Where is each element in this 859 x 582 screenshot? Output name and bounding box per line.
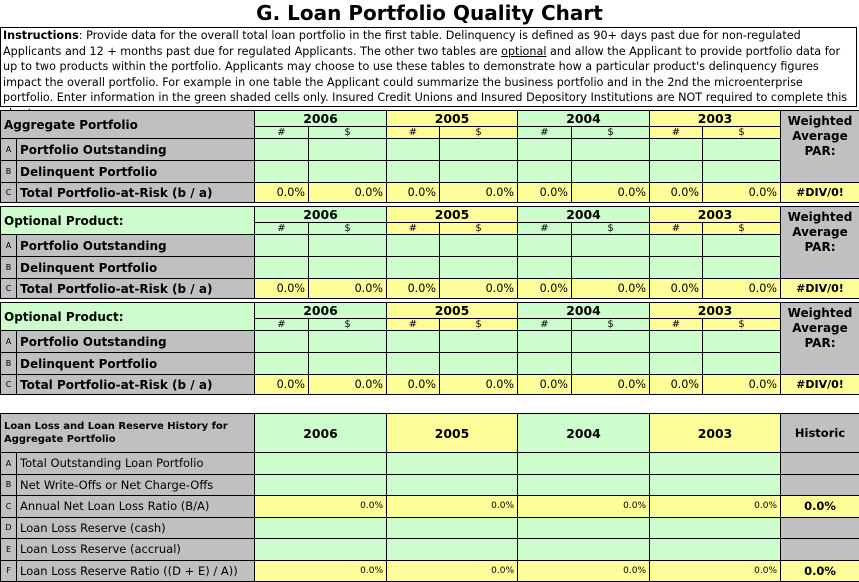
input-cell[interactable] (518, 257, 572, 279)
weighted-average-par-label: Weighted Average PAR: (781, 207, 859, 279)
historic-cell (781, 474, 859, 496)
row-letter: A (1, 235, 17, 257)
row-label: Portfolio Outstanding (17, 331, 255, 353)
input-cell[interactable] (309, 257, 387, 279)
input-cell[interactable] (650, 331, 703, 353)
year-header: 2006 (255, 111, 387, 127)
table-heading: Optional Product: (1, 207, 255, 235)
par-value: 0.0% (440, 183, 518, 203)
count-symbol: # (650, 319, 703, 331)
year-header: 2006 (255, 207, 387, 223)
input-cell[interactable] (387, 257, 440, 279)
input-cell[interactable] (650, 539, 781, 561)
input-cell[interactable] (387, 139, 440, 161)
input-cell[interactable] (650, 235, 703, 257)
year-header: 2003 (650, 207, 781, 223)
row-label: Total Portfolio-at-Risk (b / a) (17, 279, 255, 299)
historic-cell (781, 453, 859, 475)
input-cell[interactable] (703, 257, 781, 279)
input-cell[interactable] (387, 235, 440, 257)
input-cell[interactable] (309, 353, 387, 375)
input-cell[interactable] (440, 331, 518, 353)
historic-value: 0.0% (781, 496, 859, 518)
ratio-value: 0.0% (387, 560, 518, 582)
row-label: Total Portfolio-at-Risk (b / a) (17, 375, 255, 395)
input-cell[interactable] (387, 331, 440, 353)
input-cell[interactable] (650, 161, 703, 183)
amount-symbol: $ (703, 319, 781, 331)
historic-cell (781, 539, 859, 561)
par-value: 0.0% (387, 183, 440, 203)
historic-cell (781, 517, 859, 539)
row-letter: C (1, 183, 17, 203)
year-header: 2005 (387, 111, 518, 127)
count-symbol: # (650, 127, 703, 139)
instructions-text-1: : Provide data for the overall total loan portfolio in the first table. Delinquency is defined as 90+ days past due for non-regulated Applicants and 12 + months past due for regulated Applicants. The other two tables are (3, 29, 801, 58)
input-cell[interactable] (650, 139, 703, 161)
input-cell[interactable] (518, 474, 650, 496)
input-cell[interactable] (703, 161, 781, 183)
input-cell[interactable] (518, 517, 650, 539)
page-title: G. Loan Portfolio Quality Chart (256, 1, 603, 25)
amount-symbol: $ (309, 127, 387, 139)
input-cell[interactable] (703, 235, 781, 257)
input-cell[interactable] (255, 235, 309, 257)
ratio-value: 0.0% (518, 560, 650, 582)
row-label: Delinquent Portfolio (17, 257, 255, 279)
year-header: 2005 (387, 303, 518, 319)
row-letter: C (1, 279, 17, 299)
par-value: 0.0% (255, 279, 309, 299)
par-value: 0.0% (572, 375, 650, 395)
input-cell[interactable] (572, 331, 650, 353)
input-cell[interactable] (255, 453, 387, 475)
amount-symbol: $ (309, 319, 387, 331)
input-cell[interactable] (255, 517, 387, 539)
ratio-value: 0.0% (650, 560, 781, 582)
input-cell[interactable] (518, 235, 572, 257)
input-cell[interactable] (703, 353, 781, 375)
count-symbol: # (255, 319, 309, 331)
par-value: 0.0% (309, 375, 387, 395)
par-value: 0.0% (703, 279, 781, 299)
par-value: 0.0% (703, 183, 781, 203)
row-letter: C (1, 496, 17, 518)
row-letter: B (1, 161, 17, 183)
row-label: Loan Loss Reserve Ratio ((D + E) / A)) (17, 560, 255, 582)
count-symbol: # (255, 127, 309, 139)
row-letter: C (1, 375, 17, 395)
par-value: 0.0% (650, 375, 703, 395)
par-value: 0.0% (572, 183, 650, 203)
par-value: 0.0% (703, 375, 781, 395)
par-value: 0.0% (518, 279, 572, 299)
year-header: 2004 (518, 414, 650, 453)
row-label: Annual Net Loan Loss Ratio (B/A) (17, 496, 255, 518)
row-label: Portfolio Outstanding (17, 235, 255, 257)
par-value: 0.0% (387, 375, 440, 395)
par-value: 0.0% (255, 183, 309, 203)
par-value: 0.0% (572, 279, 650, 299)
weighted-average-par-label: Weighted Average PAR: (781, 303, 859, 375)
input-cell[interactable] (572, 257, 650, 279)
input-cell[interactable] (650, 517, 781, 539)
input-cell[interactable] (255, 257, 309, 279)
row-label: Total Outstanding Loan Portfolio (17, 453, 255, 475)
loan-loss-table (0, 413, 859, 582)
row-label: Delinquent Portfolio (17, 353, 255, 375)
count-symbol: # (387, 319, 440, 331)
historic-value: 0.0% (781, 560, 859, 582)
input-cell[interactable] (518, 353, 572, 375)
input-cell[interactable] (518, 539, 650, 561)
year-header: 2005 (387, 414, 518, 453)
input-cell[interactable] (255, 539, 387, 561)
input-cell[interactable] (650, 257, 703, 279)
input-cell[interactable] (518, 331, 572, 353)
par-value: 0.0% (440, 375, 518, 395)
row-letter: A (1, 331, 17, 353)
input-cell[interactable] (440, 257, 518, 279)
par-value: 0.0% (518, 375, 572, 395)
input-cell[interactable] (440, 139, 518, 161)
row-label: Net Write-Offs or Net Charge-Offs (17, 474, 255, 496)
input-cell[interactable] (387, 517, 518, 539)
count-symbol: # (518, 127, 572, 139)
row-label: Delinquent Portfolio (17, 161, 255, 183)
count-symbol: # (255, 223, 309, 235)
par-value: 0.0% (255, 375, 309, 395)
year-header: 2005 (387, 207, 518, 223)
row-letter: B (1, 353, 17, 375)
ratio-value: 0.0% (255, 560, 387, 582)
input-cell[interactable] (387, 353, 440, 375)
input-cell[interactable] (650, 474, 781, 496)
row-letter: A (1, 139, 17, 161)
instructions-optional: optional (501, 44, 547, 58)
weighted-average-value: #DIV/0! (781, 279, 859, 299)
count-symbol: # (650, 223, 703, 235)
input-cell[interactable] (309, 161, 387, 183)
amount-symbol: $ (440, 127, 518, 139)
ratio-value: 0.0% (387, 496, 518, 518)
row-letter: B (1, 474, 17, 496)
input-cell[interactable] (572, 139, 650, 161)
loan-loss-heading: Loan Loss and Loan Reserve History for Aggregate Portfolio (1, 414, 255, 453)
input-cell[interactable] (255, 353, 309, 375)
amount-symbol: $ (703, 223, 781, 235)
year-header: 2004 (518, 303, 650, 319)
par-value: 0.0% (650, 183, 703, 203)
amount-symbol: $ (440, 319, 518, 331)
par-value: 0.0% (650, 279, 703, 299)
weighted-average-value: #DIV/0! (781, 183, 859, 203)
input-cell[interactable] (440, 235, 518, 257)
input-cell[interactable] (255, 474, 387, 496)
input-cell[interactable] (387, 474, 518, 496)
input-cell[interactable] (703, 139, 781, 161)
instructions-label: Instructions (3, 29, 79, 42)
amount-symbol: $ (572, 127, 650, 139)
input-cell[interactable] (572, 235, 650, 257)
row-letter: B (1, 257, 17, 279)
amount-symbol: $ (572, 319, 650, 331)
input-cell[interactable] (387, 453, 518, 475)
input-cell[interactable] (703, 331, 781, 353)
count-symbol: # (518, 223, 572, 235)
row-label: Loan Loss Reserve (cash) (17, 517, 255, 539)
input-cell[interactable] (309, 139, 387, 161)
input-cell[interactable] (255, 331, 309, 353)
input-cell[interactable] (650, 353, 703, 375)
input-cell[interactable] (650, 453, 781, 475)
input-cell[interactable] (255, 139, 309, 161)
row-letter: A (1, 453, 17, 475)
weighted-average-par-label: Weighted Average PAR: (781, 111, 859, 183)
row-label: Portfolio Outstanding (17, 139, 255, 161)
input-cell[interactable] (518, 139, 572, 161)
year-header: 2003 (650, 111, 781, 127)
row-label: Loan Loss Reserve (accrual) (17, 539, 255, 561)
input-cell[interactable] (255, 161, 309, 183)
row-letter: F (1, 560, 17, 582)
input-cell[interactable] (387, 539, 518, 561)
par-value: 0.0% (387, 279, 440, 299)
instructions-text-2: and allow the Applicant to provide portfolio data for up to two products within the portfolio. Applicants may choose to use these tables to demonstrate how a particular product's delinquency figures impact the overall portfolio. For example in one table the Applicant could summarize the business portfolio and in the 2nd the microenterprise portfolio. Enter information in the green shaded cells only. Insured Credit Unions and Insured Depository Institutions are NOT required to complete this (3, 44, 848, 105)
table-heading: Optional Product: (1, 303, 255, 331)
input-cell[interactable] (572, 161, 650, 183)
par-value: 0.0% (518, 183, 572, 203)
count-symbol: # (387, 223, 440, 235)
input-cell[interactable] (572, 353, 650, 375)
ratio-value: 0.0% (650, 496, 781, 518)
year-header: 2003 (650, 303, 781, 319)
weighted-average-value: #DIV/0! (781, 375, 859, 395)
portfolio-table-1 (0, 110, 859, 203)
input-cell[interactable] (440, 161, 518, 183)
ratio-value: 0.0% (255, 496, 387, 518)
year-header: 2006 (255, 303, 387, 319)
input-cell[interactable] (387, 161, 440, 183)
input-cell[interactable] (518, 453, 650, 475)
par-value: 0.0% (440, 279, 518, 299)
ratio-value: 0.0% (518, 496, 650, 518)
instructions-box (0, 27, 857, 107)
row-letter: D (1, 517, 17, 539)
year-header: 2004 (518, 207, 650, 223)
portfolio-table-3 (0, 302, 859, 395)
row-label: Total Portfolio-at-Risk (b / a) (17, 183, 255, 203)
par-value: 0.0% (309, 279, 387, 299)
historic-header: Historic (781, 414, 859, 453)
amount-symbol: $ (703, 127, 781, 139)
amount-symbol: $ (440, 223, 518, 235)
par-value: 0.0% (309, 183, 387, 203)
input-cell[interactable] (518, 161, 572, 183)
row-letter: E (1, 539, 17, 561)
amount-symbol: $ (572, 223, 650, 235)
year-header: 2006 (255, 414, 387, 453)
input-cell[interactable] (309, 235, 387, 257)
input-cell[interactable] (309, 331, 387, 353)
year-header: 2004 (518, 111, 650, 127)
input-cell[interactable] (440, 353, 518, 375)
table-heading: Aggregate Portfolio (1, 111, 255, 139)
amount-symbol: $ (309, 223, 387, 235)
year-header: 2003 (650, 414, 781, 453)
count-symbol: # (387, 127, 440, 139)
portfolio-table-2 (0, 206, 859, 299)
count-symbol: # (518, 319, 572, 331)
